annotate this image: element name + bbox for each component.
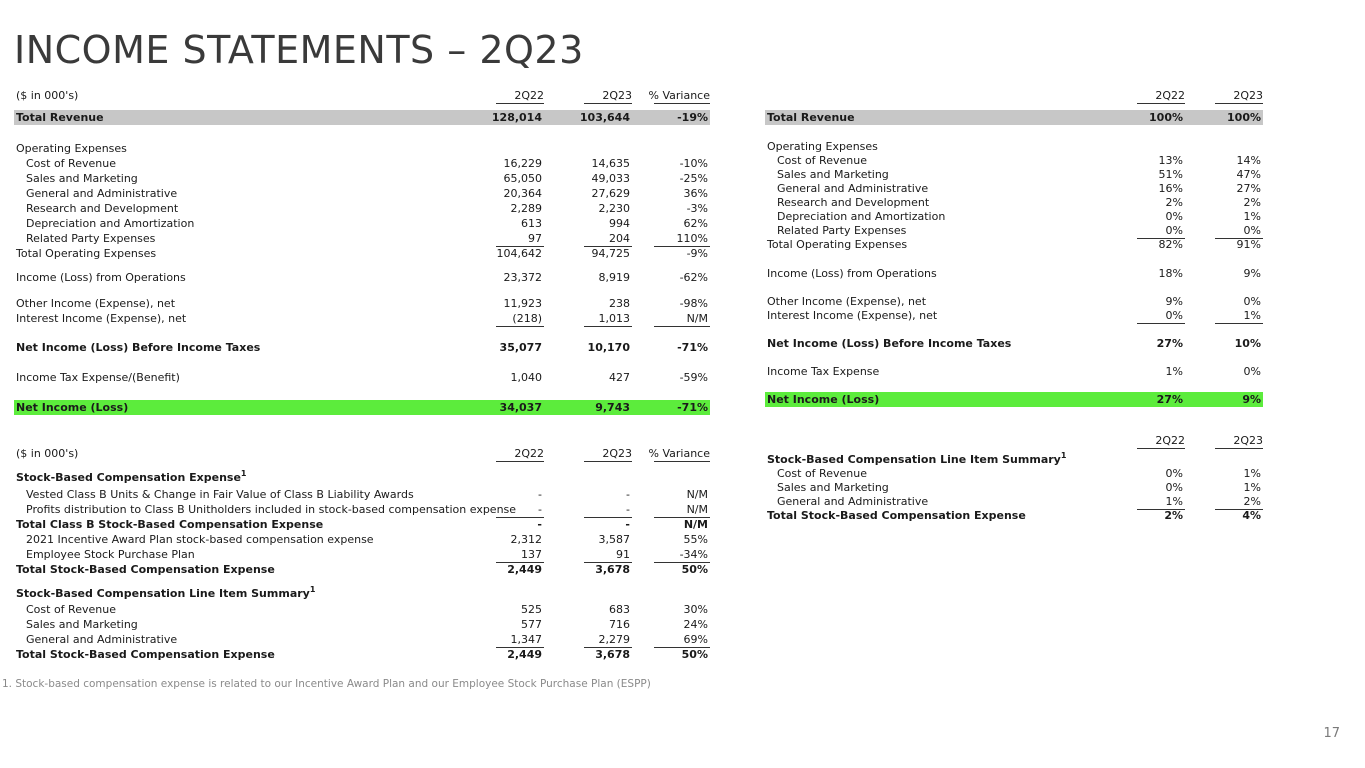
row-label: Net Income (Loss) (767, 393, 880, 406)
row-value: 238 (609, 297, 630, 310)
table-row (14, 296, 710, 311)
row-value: 1% (1243, 481, 1261, 494)
table-row (14, 231, 710, 246)
row-value: 10% (1234, 337, 1261, 350)
header-underline (654, 103, 710, 104)
header-row (14, 88, 710, 103)
table-row (765, 494, 1263, 509)
row-value: 27% (1236, 182, 1261, 195)
row-value: 10,170 (587, 341, 630, 354)
row-label: Research and Development (777, 196, 930, 209)
footnote: 1. Stock-based compensation expense is related to our Incentive Award Plan and our Employee Stock Purchase Plan (ESPP) (2, 678, 651, 690)
table-row (765, 237, 1263, 252)
row-value: 62% (683, 217, 708, 230)
row-value: 13% (1158, 154, 1183, 167)
row-value: (218) (512, 312, 542, 325)
row-label: Cost of Revenue (777, 467, 867, 480)
table-row (765, 452, 1263, 467)
table-row (765, 466, 1263, 481)
row-label: Total Stock-Based Compensation Expense (16, 563, 275, 576)
table-row (14, 400, 710, 415)
row-value: 9% (1165, 295, 1183, 308)
row-value: 69% (683, 633, 708, 646)
row-label: Other Income (Expense), net (16, 297, 176, 310)
header-underline (584, 103, 632, 104)
row-value: 8,919 (598, 271, 630, 284)
row-value: 27% (1156, 393, 1183, 406)
row-value: 9,743 (595, 401, 630, 414)
table-row (765, 308, 1263, 323)
row-label: Total Operating Expenses (16, 247, 157, 260)
column-header: 2Q23 (602, 89, 632, 102)
table-row (765, 195, 1263, 210)
row-label: Research and Development (26, 202, 179, 215)
row-value: 2% (1164, 509, 1183, 522)
row-value: -34% (679, 548, 708, 561)
row-label: Cost of Revenue (777, 154, 867, 167)
row-value: 525 (521, 603, 542, 616)
row-value: 20,364 (503, 187, 542, 200)
table-row (14, 502, 710, 517)
row-value: N/M (683, 518, 708, 531)
row-value: - (626, 488, 630, 501)
row-value: 23,372 (503, 271, 542, 284)
table-row (14, 632, 710, 647)
row-value: 11,923 (503, 297, 542, 310)
row-label: Total Stock-Based Compensation Expense (767, 509, 1026, 522)
row-label: Operating Expenses (16, 142, 127, 155)
column-header: 2Q23 (1233, 89, 1263, 102)
row-value: 716 (609, 618, 630, 631)
row-value: 16% (1158, 182, 1183, 195)
row-value: 1,013 (598, 312, 630, 325)
table-row (14, 156, 710, 171)
table-row (765, 392, 1263, 407)
row-value: 0% (1165, 309, 1183, 322)
row-value: 16,229 (503, 157, 542, 170)
header-row (765, 433, 1263, 448)
row-value: - (625, 518, 630, 531)
row-value: 18% (1158, 267, 1183, 280)
unit-label: ($ in 000's) (16, 447, 79, 460)
header-underline (1137, 448, 1185, 449)
header-underline (1215, 103, 1263, 104)
row-label: Vested Class B Units & Change in Fair Value of Class B Liability Awards (26, 488, 414, 501)
total-underline (1215, 323, 1263, 324)
row-label: Stock-Based Compensation Expense$^1$ (16, 469, 247, 484)
row-value: 0% (1243, 365, 1261, 378)
header-row (765, 88, 1263, 103)
header-underline (654, 461, 710, 462)
row-value: -62% (679, 271, 708, 284)
column-header: 2Q22 (514, 89, 544, 102)
table-row (14, 470, 710, 485)
table-row (765, 480, 1263, 495)
table-row (765, 181, 1263, 196)
row-value: 27% (1156, 337, 1183, 350)
row-value: 0% (1165, 467, 1183, 480)
column-header: 2Q23 (602, 447, 632, 460)
row-label: Stock-Based Compensation Line Item Summary$^1$ (16, 585, 316, 600)
row-value: 1,040 (510, 371, 542, 384)
row-value: - (626, 503, 630, 516)
row-value: 2,230 (598, 202, 630, 215)
page-number: 17 (1323, 726, 1340, 741)
row-value: 2,289 (510, 202, 542, 215)
table-row (14, 602, 710, 617)
row-value: 1% (1243, 467, 1261, 480)
row-value: -98% (679, 297, 708, 310)
row-value: 128,014 (491, 111, 542, 124)
row-value: 137 (521, 548, 542, 561)
row-label: Depreciation and Amortization (777, 210, 946, 223)
row-value: 9% (1243, 267, 1261, 280)
row-value: 427 (609, 371, 630, 384)
row-value: 994 (609, 217, 630, 230)
row-value: -59% (679, 371, 708, 384)
table-row (765, 294, 1263, 309)
row-value: 2% (1243, 495, 1261, 508)
row-label: Interest Income (Expense), net (767, 309, 938, 322)
row-value: -3% (686, 202, 708, 215)
row-value: 36% (683, 187, 708, 200)
row-value: -71% (677, 341, 708, 354)
table-row (14, 487, 710, 502)
table-row (14, 186, 710, 201)
row-label: Income Tax Expense/(Benefit) (16, 371, 180, 384)
total-underline (654, 326, 710, 327)
row-value: 577 (521, 618, 542, 631)
row-value: 47% (1236, 168, 1261, 181)
table-row (14, 647, 710, 662)
table-row (14, 532, 710, 547)
row-label: 2021 Incentive Award Plan stock-based compensation expense (26, 533, 374, 546)
row-label: Total Class B Stock-Based Compensation Expense (16, 518, 324, 531)
table-row (14, 311, 710, 326)
table-row (765, 209, 1263, 224)
row-value: 49,033 (591, 172, 630, 185)
footnote-marker: 1 (309, 585, 316, 594)
row-label: Total Revenue (767, 111, 855, 124)
row-value: 103,644 (579, 111, 630, 124)
total-underline (584, 326, 632, 327)
table-row (14, 586, 710, 601)
row-value: N/M (686, 312, 708, 325)
row-value: 1% (1243, 309, 1261, 322)
row-value: 2,449 (507, 563, 542, 576)
table-row (14, 370, 710, 385)
row-value: 0% (1243, 295, 1261, 308)
row-label: Net Income (Loss) (16, 401, 129, 414)
table-row (765, 364, 1263, 379)
page-title: INCOME STATEMENTS – 2Q23 (14, 28, 584, 72)
row-label: Sales and Marketing (26, 172, 138, 185)
row-label: Cost of Revenue (26, 157, 116, 170)
row-value: 50% (681, 648, 708, 661)
row-label: Total Operating Expenses (767, 238, 908, 251)
row-value: 2% (1165, 196, 1183, 209)
row-label: General and Administrative (26, 187, 178, 200)
row-label: Cost of Revenue (26, 603, 116, 616)
row-value: - (538, 503, 542, 516)
row-value: 0% (1165, 224, 1183, 237)
row-label: Income (Loss) from Operations (16, 271, 186, 284)
table-row (14, 547, 710, 562)
row-value: 100% (1227, 111, 1261, 124)
row-value: 82% (1158, 238, 1183, 251)
row-value: 3,587 (598, 533, 630, 546)
header-underline (584, 461, 632, 462)
table-row (14, 216, 710, 231)
row-label: Income Tax Expense (767, 365, 880, 378)
row-value: 14% (1236, 154, 1261, 167)
row-value: 1,347 (510, 633, 542, 646)
row-label: Related Party Expenses (777, 224, 907, 237)
row-value: 3,678 (595, 563, 630, 576)
row-value: 100% (1149, 111, 1183, 124)
footnote-marker: 1 (1060, 451, 1067, 460)
row-value: 683 (609, 603, 630, 616)
row-value: 0% (1165, 210, 1183, 223)
row-label: General and Administrative (777, 182, 929, 195)
row-value: 55% (683, 533, 708, 546)
row-value: 204 (609, 232, 630, 245)
row-value: 613 (521, 217, 542, 230)
table-row (14, 517, 710, 532)
row-value: N/M (686, 488, 708, 501)
row-label: Related Party Expenses (26, 232, 156, 245)
row-label: Income (Loss) from Operations (767, 267, 937, 280)
table-row (765, 508, 1263, 523)
row-value: 35,077 (499, 341, 542, 354)
row-value: 3,678 (595, 648, 630, 661)
row-value: -71% (677, 401, 708, 414)
column-header: 2Q22 (1155, 89, 1185, 102)
row-value: 27,629 (591, 187, 630, 200)
table-row (765, 153, 1263, 168)
row-value: -25% (679, 172, 708, 185)
row-value: - (538, 488, 542, 501)
row-value: 0% (1165, 481, 1183, 494)
row-value: 9% (1242, 393, 1261, 406)
table-row (765, 336, 1263, 351)
row-label: Total Stock-Based Compensation Expense (16, 648, 275, 661)
table-row (14, 201, 710, 216)
row-label: Net Income (Loss) Before Income Taxes (16, 341, 261, 354)
row-value: 51% (1158, 168, 1183, 181)
row-value: 2,449 (507, 648, 542, 661)
table-row (14, 562, 710, 577)
row-value: 34,037 (499, 401, 542, 414)
table-row (765, 110, 1263, 125)
row-value: 2,279 (598, 633, 630, 646)
row-value: 91% (1236, 238, 1261, 251)
header-underline (1215, 448, 1263, 449)
row-label: Employee Stock Purchase Plan (26, 548, 195, 561)
row-value: 91 (616, 548, 630, 561)
row-value: 24% (683, 618, 708, 631)
total-underline (1137, 323, 1185, 324)
table-row (14, 617, 710, 632)
row-value: - (537, 518, 542, 531)
row-value: 1% (1165, 495, 1183, 508)
row-value: 0% (1243, 224, 1261, 237)
row-value: 94,725 (591, 247, 630, 260)
row-value: 1% (1243, 210, 1261, 223)
header-underline (496, 461, 544, 462)
row-value: 2,312 (510, 533, 542, 546)
row-value: 50% (681, 563, 708, 576)
header-underline (496, 103, 544, 104)
column-header: % Variance (648, 447, 710, 460)
row-label: Other Income (Expense), net (767, 295, 927, 308)
total-underline (496, 326, 544, 327)
row-label: Net Income (Loss) Before Income Taxes (767, 337, 1012, 350)
row-label: Sales and Marketing (777, 168, 889, 181)
row-label: Profits distribution to Class B Unitholders included in stock-based compensation expense (26, 503, 517, 516)
row-label: Sales and Marketing (777, 481, 889, 494)
header-underline (1137, 103, 1185, 104)
row-value: 104,642 (496, 247, 542, 260)
table-row (765, 266, 1263, 281)
table-row (14, 340, 710, 355)
table-row (14, 246, 710, 261)
row-value: 14,635 (591, 157, 630, 170)
row-value: -10% (679, 157, 708, 170)
column-header: 2Q22 (1155, 434, 1185, 447)
table-row (765, 167, 1263, 182)
row-label: Interest Income (Expense), net (16, 312, 187, 325)
row-value: 110% (676, 232, 708, 245)
row-value: 30% (683, 603, 708, 616)
row-value: 65,050 (503, 172, 542, 185)
table-row (14, 270, 710, 285)
row-label: General and Administrative (26, 633, 178, 646)
row-value: 97 (528, 232, 542, 245)
row-value: 1% (1165, 365, 1183, 378)
table-row (14, 110, 710, 125)
row-value: -19% (677, 111, 708, 124)
row-label: Depreciation and Amortization (26, 217, 195, 230)
column-header: 2Q23 (1233, 434, 1263, 447)
unit-label: ($ in 000's) (16, 89, 79, 102)
table-row (765, 223, 1263, 238)
header-row (14, 446, 710, 461)
column-header: % Variance (648, 89, 710, 102)
row-value: -9% (686, 247, 708, 260)
table-row (14, 171, 710, 186)
row-label: General and Administrative (777, 495, 929, 508)
row-label: Stock-Based Compensation Line Item Summary$^1$ (767, 451, 1067, 466)
footnote-marker: 1 (240, 469, 247, 478)
row-label: Operating Expenses (767, 140, 878, 153)
column-header: 2Q22 (514, 447, 544, 460)
row-value: 2% (1243, 196, 1261, 209)
row-label: Total Revenue (16, 111, 104, 124)
row-value: 4% (1242, 509, 1261, 522)
table-row (765, 139, 1263, 154)
row-value: N/M (686, 503, 708, 516)
table-row (14, 141, 710, 156)
row-label: Sales and Marketing (26, 618, 138, 631)
